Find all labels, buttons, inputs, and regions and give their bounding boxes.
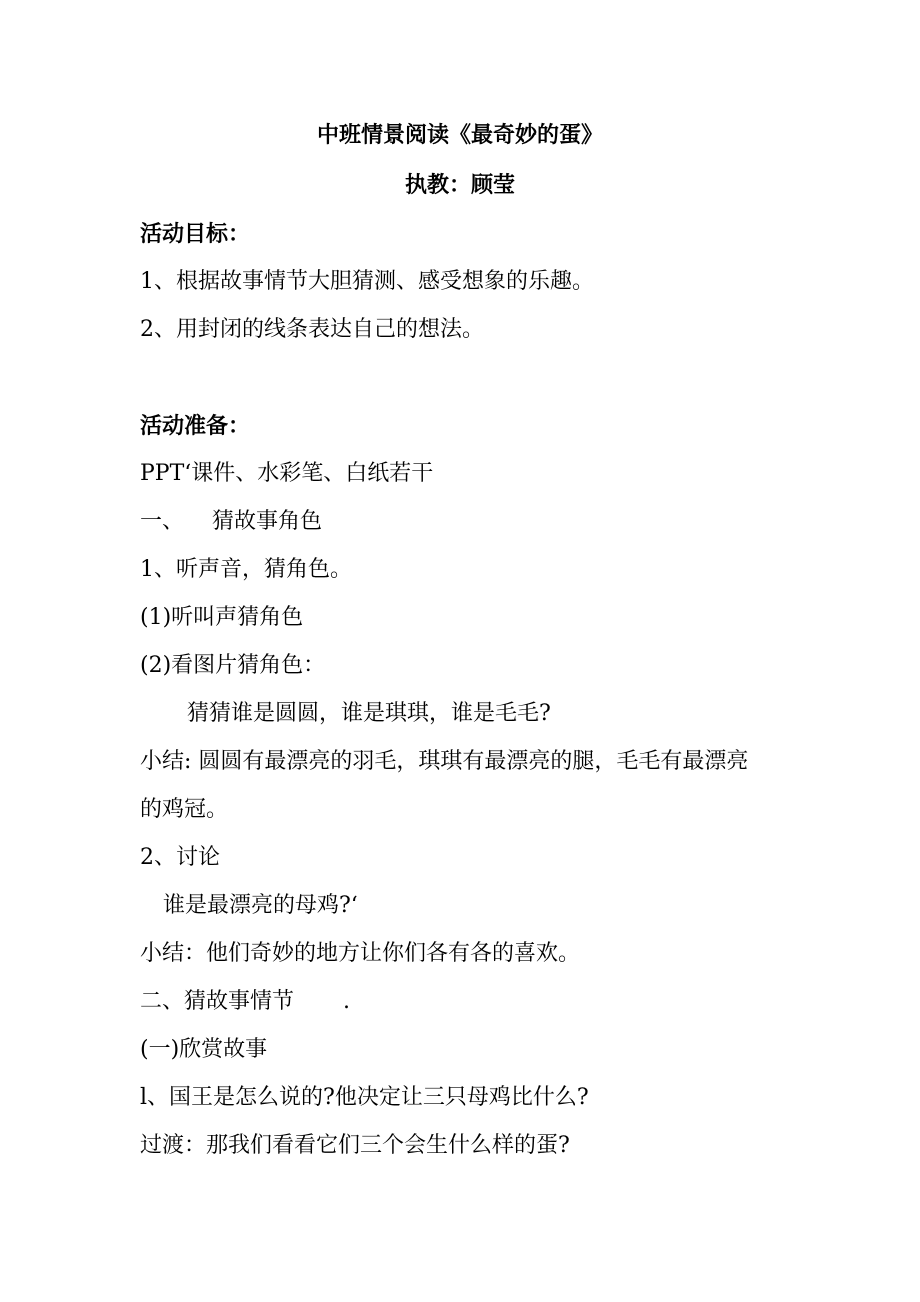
- goal-item-1: 1、根据故事情节大胆猜测、感受想象的乐趣。: [140, 269, 594, 294]
- section-1-summary-2: 小结：他们奇妙的地方让你们各有各的喜欢。: [140, 941, 581, 966]
- prep-materials: PPT‘课件、水彩笔、白纸若干: [140, 461, 434, 486]
- section-1-item-2: (2)看图片猜角色：: [140, 653, 326, 678]
- section-1-heading: 一、 猜故事角色: [140, 509, 322, 534]
- section-1-question: 猜猜谁是圆圆，谁是琪琪，谁是毛毛?: [187, 701, 551, 726]
- section-2-sub-1: (一)欣赏故事: [140, 1037, 268, 1062]
- section-1-discuss-question: 谁是最漂亮的母鸡?‘: [163, 893, 358, 918]
- section-2-question-1: l、国王是怎么说的?他决定让三只母鸡比什么?: [140, 1085, 589, 1110]
- prep-heading: 活动准备：: [140, 413, 251, 439]
- section-1-sub-2: 2、讨论: [140, 845, 220, 870]
- section-1-summary-line-2: 的鸡冠。: [140, 797, 229, 822]
- section-1-summary-line-1: 小结: 圆圆有最漂亮的羽毛，琪琪有最漂亮的腿，毛毛有最漂亮: [140, 749, 749, 774]
- document-title: 中班情景阅读《最奇妙的蛋》: [316, 122, 603, 148]
- section-1-sub-1: 1、听声音，猜角色。: [140, 557, 352, 582]
- section-1-item-1: (1)听叫声猜角色: [140, 605, 304, 630]
- goal-item-2: 2、用封闭的线条表达自己的想法。: [140, 317, 484, 342]
- goals-heading: 活动目标：: [140, 221, 251, 247]
- teacher-line: 执教：顾莹: [404, 172, 515, 198]
- section-2-heading: 二、猜故事情节 .: [140, 989, 350, 1014]
- section-2-transition: 过渡：那我们看看它们三个会生什么样的蛋?: [140, 1133, 570, 1158]
